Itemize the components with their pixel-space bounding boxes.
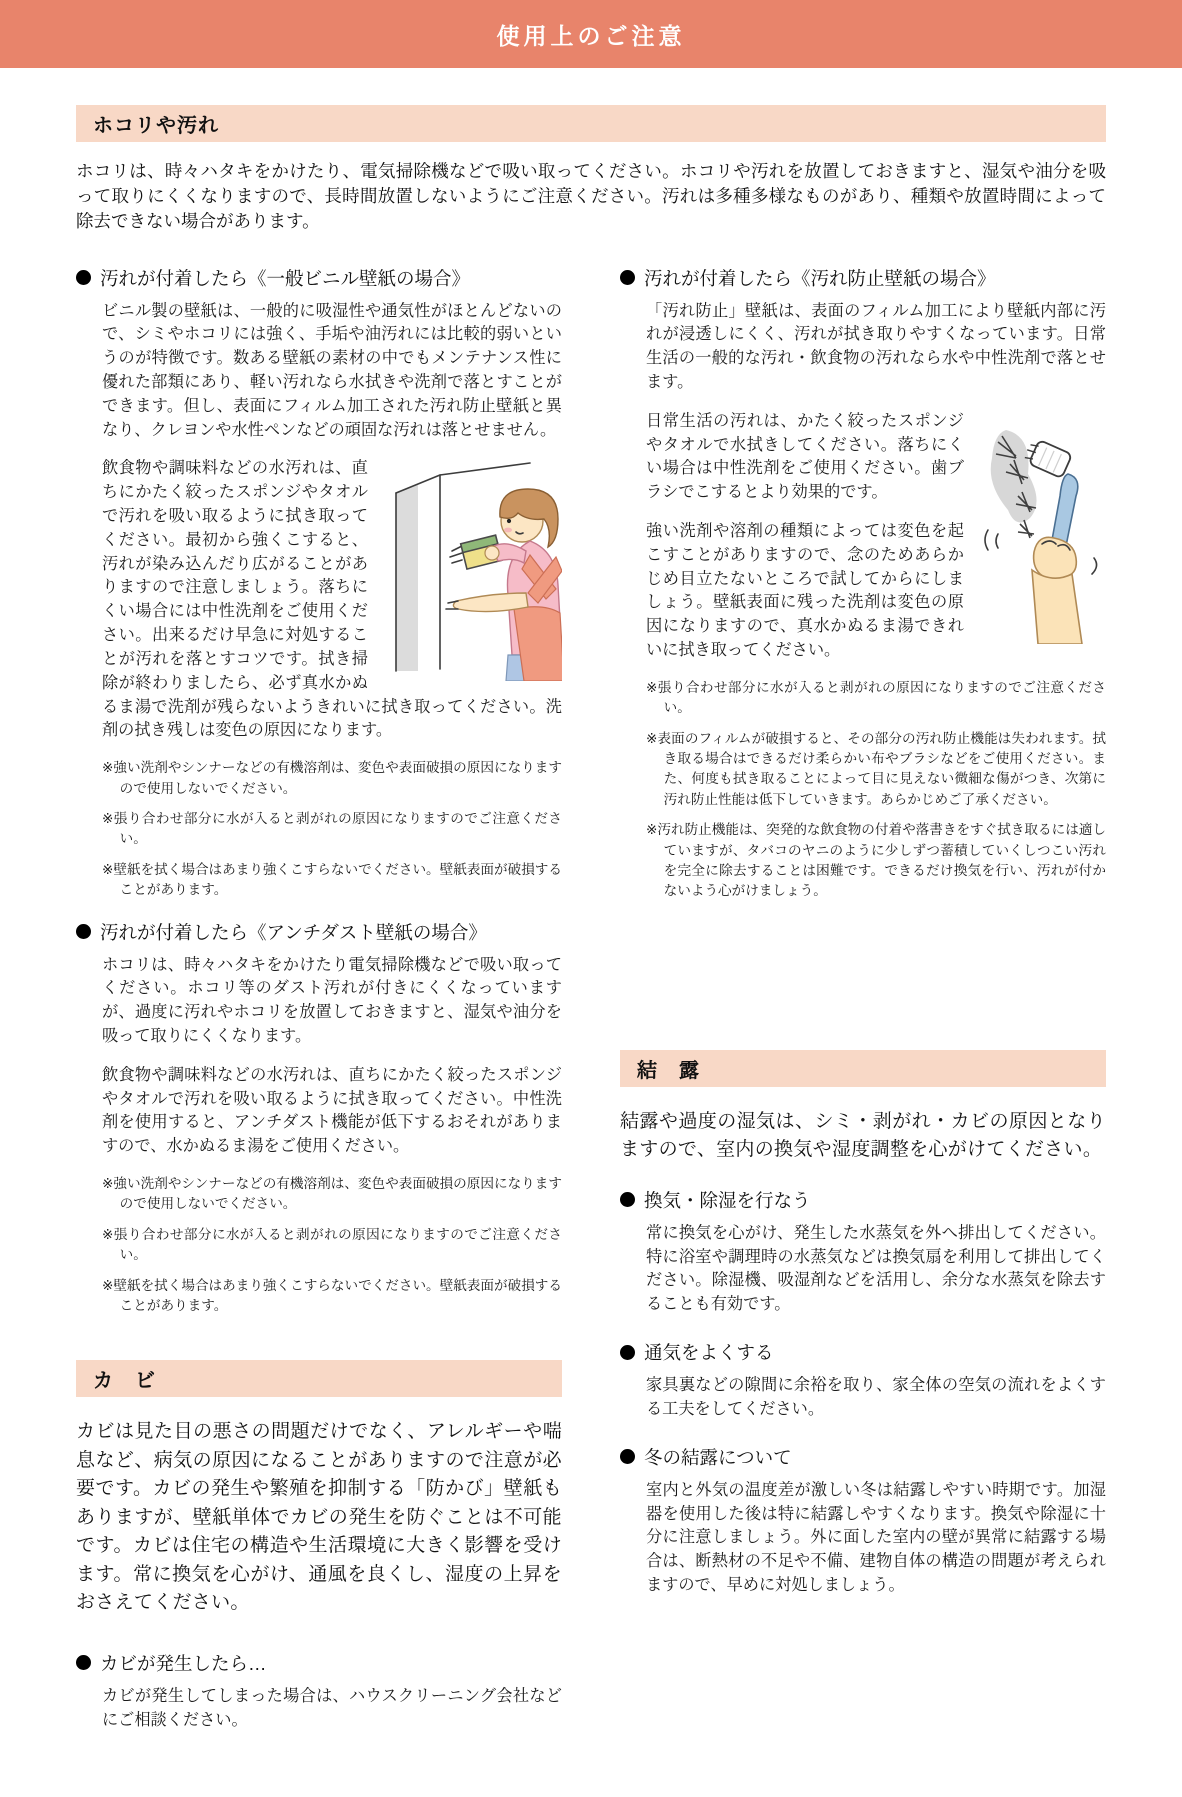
vinyl-paragraph-1: ビニル製の壁紙は、一般的に吸湿性や通気性がほとんどないので、シミやホコリには強く、手垢や油汚れには比較的弱いというのが特徴です。数ある壁紙の素材の中でもメンテナンス性に優れた部類にあり、軽い汚れなら水拭きや洗剤で落とすことができます。但し、表面にフィルム加工された汚れ防止壁紙と異なり、クレヨンや水性ペンなどの頑固な汚れは落とせません。 <box>102 301 562 439</box>
vinyl-note-3: ※壁紙を拭く場合はあまり強くこすらないでください。壁紙表面が破損することがあります。 <box>102 861 562 898</box>
dust-intro-paragraph: ホコリは、時々ハタキをかけたり、電気掃除機などで吸い取ってください。ホコリや汚れを放置しておきますと、湿気や油分を吸って取りにくくなりますので、長時間放置しないようにご注意ください。汚れは多種多様なものがあり、種類や放置時間によって除去できない場合があります。 <box>76 161 1106 231</box>
condensation-item-heading-row <box>620 1339 1106 1365</box>
stainproof-heading: 汚れが付着したら《汚れ防止壁紙の場合》 <box>644 267 996 289</box>
condensation-item-airflow <box>620 1339 1106 1422</box>
bullet-icon <box>76 924 91 939</box>
condensation-section <box>620 1050 1106 1598</box>
page-content <box>0 68 1182 1797</box>
antidust-note-1: ※強い洗剤やシンナーなどの有機溶剤は、変色や表面破損の原因になりますので使用しないでください。 <box>102 1176 562 1212</box>
stainproof-wrap-block <box>620 410 1106 719</box>
stainproof-paragraph-3: 強い洗剤や溶剤の種類によっては変色を起こすことがありますので、念のためあらかじめ目立たないところで試してからにしましょう。壁紙表面に残った洗剤は変色の原因になりますので、真水かぬるま湯できれいに拭き取ってください。 <box>646 522 964 660</box>
right-column <box>620 261 1106 1748</box>
stainproof-note-3: ※汚れ防止機能は、突発的な飲食物の付着や落書きをすぐ拭き取るには適していますが、タバコのヤニのように少しずつ蓄積していくしつこい汚れを完全に除去することは困難です。できるだけ換気を行い、汚れが付かないよう心がけましょう。 <box>646 822 1106 899</box>
mold-found-heading-row <box>76 1650 562 1676</box>
two-column-layout <box>76 261 1106 1748</box>
stainproof-note-1: ※張り合わせ部分に水が入ると剥がれの原因になりますのでご注意ください。 <box>646 679 1106 716</box>
antidust-heading: 汚れが付着したら《アンチダスト壁紙の場合》 <box>100 921 487 943</box>
condensation-item-body: 室内と外気の温度差が激しい冬は結露しやすい時期です。加湿器を使用した後は特に結露しやすくなります。換気や除湿に十分に注意しましょう。外に面した室内の壁が異常に結露する場合は、断熱材の不足や不備、建物自体の構造の問題が考えられますので、早めに対処しましょう。 <box>646 1480 1106 1594</box>
vinyl-heading: 汚れが付着したら《一般ビニル壁紙の場合》 <box>100 267 471 289</box>
condensation-item-body: 家具裏などの隙間に余裕を取り、家全体の空気の流れをよくする工夫をしてください。 <box>646 1376 1106 1418</box>
section-header-condensation-label: 結 露 <box>637 1059 700 1082</box>
condensation-item-winter <box>620 1444 1106 1598</box>
condensation-item-heading: 換気・除湿を行なう <box>644 1189 811 1211</box>
stainproof-paragraph-2: 日常生活の汚れは、かたく絞ったスポンジやタオルで水拭きしてください。落ちにくい場合は中性洗剤をご使用ください。歯ブラシでこするとより効果的です。 <box>646 411 964 502</box>
mold-section <box>76 1360 562 1732</box>
section-header-dust-label: ホコリや汚れ <box>93 115 219 137</box>
mold-body: カビは見た目の悪さの問題だけでなく、アレルギーや喘息など、病気の原因になることがありますので注意が必要です。カビの発生や繁殖を抑制する「防かび」壁紙もありますが、壁紙単体でカビの発生を防ぐことは不可能です。カビは住宅の構造や生活環境に大きく影響を受けます。常に換気を心がけ、通風を良くし、湿度の上昇をおさえてください。 <box>76 1421 562 1614</box>
vinyl-note-1: ※強い洗剤やシンナーなどの有機溶剤は、変色や表面破損の原因になりますので使用しないでください。 <box>102 760 562 796</box>
bullet-icon <box>76 1655 91 1670</box>
condensation-item-ventilation <box>620 1187 1106 1317</box>
page-title: 使用上のご注意 <box>496 22 686 49</box>
stainproof-paragraph-1: 「汚れ防止」壁紙は、表面のフィルム加工により壁紙内部に汚れが浸透しにくく、汚れが拭き取りやすくなっています。日常生活の一般的な汚れ・飲食物の汚れなら水や中性洗剤で落とせます。 <box>646 301 1106 391</box>
toothbrush-scrubbing-illustration <box>976 412 1106 649</box>
antidust-note-3: ※壁紙を拭く場合はあまり強くこすらないでください。壁紙表面が破損することがあります。 <box>102 1277 562 1313</box>
section-header-dust <box>76 105 1106 142</box>
vinyl-paragraph-2-wrap <box>102 457 562 743</box>
antidust-note-2: ※張り合わせ部分に水が入ると剥がれの原因になりますのでご注意ください。 <box>102 1226 562 1263</box>
mold-found-body: カビが発生してしまった場合は、ハウスクリーニング会社などにご相談ください。 <box>102 1686 562 1729</box>
left-column <box>76 261 562 1748</box>
antidust-paragraph-1: ホコリは、時々ハタキをかけたり電気掃除機などで吸い取ってください。ホコリ等のダスト汚れが付きにくくなっていますが、過度に汚れやホコリを放置しておきますと、湿気や油分を吸って取りにくくなります。 <box>102 955 562 1045</box>
bullet-icon <box>620 1345 635 1360</box>
page-header-bar <box>0 0 1182 68</box>
bullet-icon <box>76 270 91 285</box>
vinyl-paragraph-2: 飲食物や調味料などの水汚れは、直ちにかたく絞ったスポンジやタオルで汚れを吸い取るように拭き取ってください。最初から強くこすると、汚れが染み込んだり広がることがありますので注意しましょう。落ちにくい場合には中性洗剤をご使用ください。出来るだけ早急に対処することが汚れを落とすコツです。拭き掃除が終わりましたら、必ず真水かぬるま湯で洗剤が残らないようきれいに拭き取ってください。洗剤の拭き残しは変色の原因になります。 <box>102 459 562 740</box>
section-header-condensation <box>620 1050 1106 1087</box>
mold-found-heading: カビが発生したら… <box>100 1652 267 1674</box>
bullet-icon <box>620 270 635 285</box>
stainproof-heading-row <box>620 265 1106 291</box>
antidust-paragraph-2: 飲食物や調味料などの水汚れは、直ちにかたく絞ったスポンジやタオルで汚れを吸い取るように拭き取ってください。中性洗剤を使用すると、アンチダスト機能が低下するおそれがありますので、水かぬるま湯をご使用ください。 <box>102 1065 562 1156</box>
woman-wiping-wall-illustration <box>380 459 562 689</box>
condensation-item-heading: 通気をよくする <box>644 1342 774 1364</box>
section-header-mold-label: カ ビ <box>93 1370 156 1393</box>
bullet-icon <box>620 1449 635 1464</box>
vinyl-heading-row <box>76 265 562 291</box>
condensation-item-heading-row <box>620 1444 1106 1470</box>
antidust-heading-row <box>76 919 562 945</box>
vinyl-note-2: ※張り合わせ部分に水が入ると剥がれの原因になりますのでご注意ください。 <box>102 810 562 847</box>
condensation-body: 結露や過度の湿気は、シミ・剥がれ・カビの原因となりますので、室内の換気や湿度調整を心がけてください。 <box>620 1110 1106 1161</box>
bullet-icon <box>620 1192 635 1207</box>
section-header-mold <box>76 1360 562 1397</box>
condensation-item-heading: 冬の結露について <box>644 1446 792 1468</box>
condensation-item-heading-row <box>620 1187 1106 1213</box>
stainproof-note-2: ※表面のフィルムが破損すると、その部分の汚れ防止機能は失われます。拭き取る場合はできるだけ柔らかい布やブラシなどをご使用ください。また、何度も拭き取ることによって目に見えない微細な傷がつき、次第に汚れ防止性能は低下していきます。あらかじめご了承ください。 <box>646 730 1106 807</box>
mold-found-block <box>76 1650 562 1733</box>
condensation-item-body: 常に換気を心がけ、発生した水蒸気を外へ排出してください。特に浴室や調理時の水蒸気などは換気扇を利用して排出してください。除湿機、吸湿剤などを活用し、余分な水蒸気を除去することも有効です。 <box>646 1223 1106 1314</box>
